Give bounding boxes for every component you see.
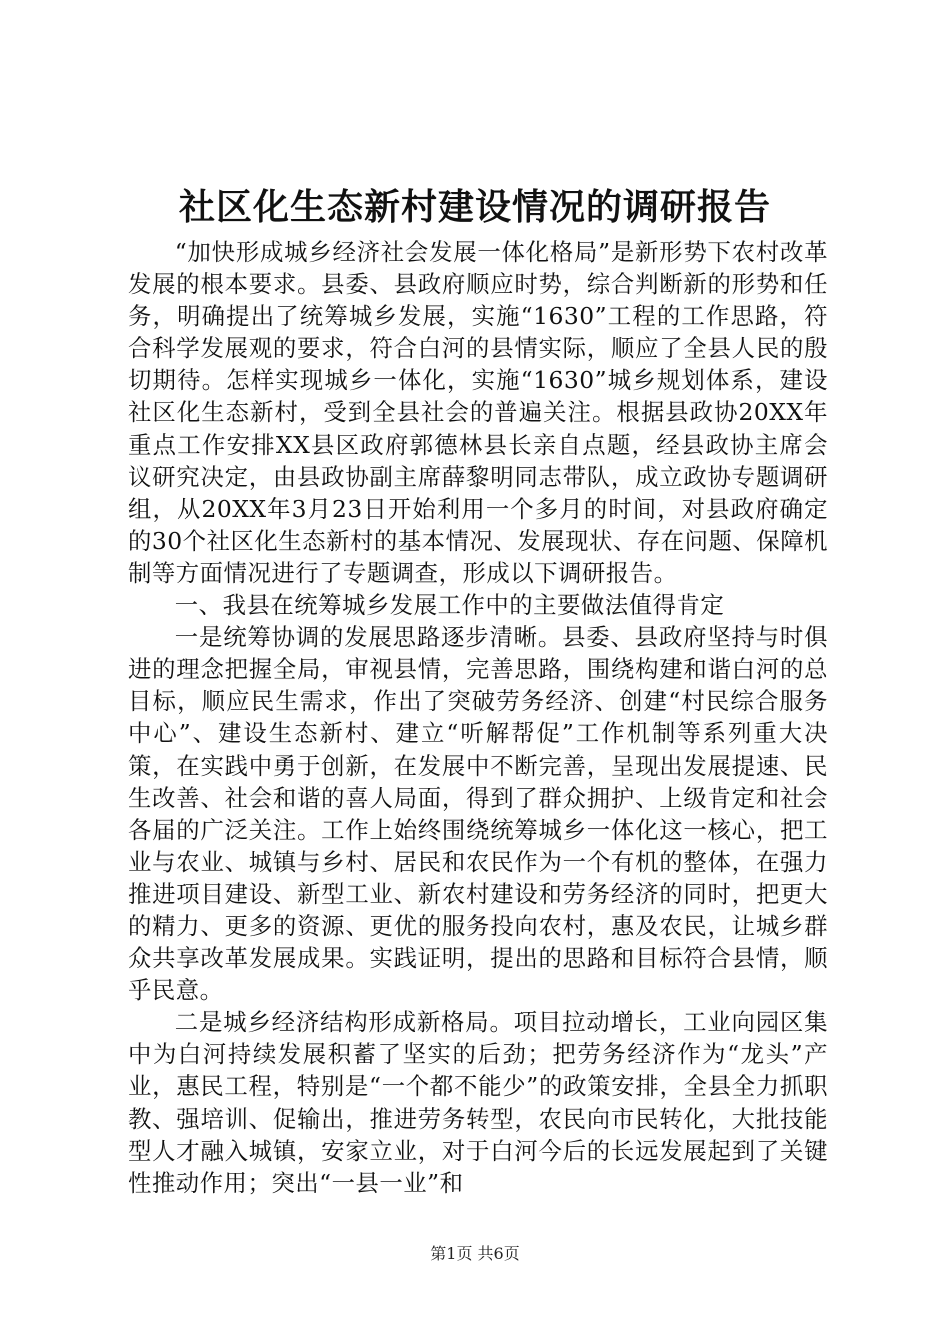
section-heading: 一、我县在统筹城乡发展工作中的主要做法值得肯定 [174,591,725,620]
document-title: 社区化生态新村建设情况的调研报告 [178,186,771,228]
page-number-footer: 第1页 共6页 [430,1244,520,1263]
paragraph-point-two: 二是城乡经济结构形成新格局。项目拉动增长，工业向园区集中为白河持续发展积蓄了坚实的后劲；把劳务经济作为“龙头”产业，惠民工程，特别是“一个都不能少”的政策安排，全县全力抓职教、强培训、促输出，推进劳务转型，农民向市民转化，大批技能型人才融入城镇，安家立业，对于白河今后的长远发展起到了关键性推动作用；突出“一县一业”和 [128,1008,828,1197]
document-body [128,236,828,1199]
paragraph-intro: “加快形成城乡经济社会发展一体化格局”是新形势下农村改革发展的根本要求。县委、县政府顺应时势，综合判断新的形势和任务，明确提出了统筹城乡发展，实施“1630”工程的工作思路，符合科学发展观的要求，符合白河的县情实际，顺应了全县人民的殷切期待。怎样实现城乡一体化，实施“1630”城乡规划体系，建设社区化生态新村，受到全县社会的普遍关注。根据县政协20XX年重点工作安排XX县区政府郭德林县长亲自点题，经县政协主席会议研究决定，由县政协副主席薛黎明同志带队，成立政协专题调研组，从20XX年3月23日开始利用一个多月的时间，对县政府确定的30个社区化生态新村的基本情况、发展现状、存在问题、保障机制等方面情况进行了专题调查，形成以下调研报告。 [128,238,828,587]
paragraph-point-one: 一是统筹协调的发展思路逐步清晰。县委、县政府坚持与时俱进的理念把握全局，审视县情，完善思路，围绕构建和谐白河的总目标，顺应民生需求，作出了突破劳务经济、创建“村民综合服务中心”、建设生态新村、建立“听解帮促”工作机制等系列重大决策，在实践中勇于创新，在发展中不断完善，呈现出发展提速、民生改善、社会和谐的喜人局面，得到了群众拥护、上级肯定和社会各届的广泛关注。工作上始终围绕统筹城乡一体化这一核心，把工业与农业、城镇与乡村、居民和农民作为一个有机的整体，在强力推进项目建设、新型工业、新农村建设和劳务经济的同时，把更大的精力、更多的资源、更优的服务投向农村，惠及农民，让城乡群众共享改革发展成果。实践证明，提出的思路和目标符合县情，顺乎民意。 [128,623,828,1005]
